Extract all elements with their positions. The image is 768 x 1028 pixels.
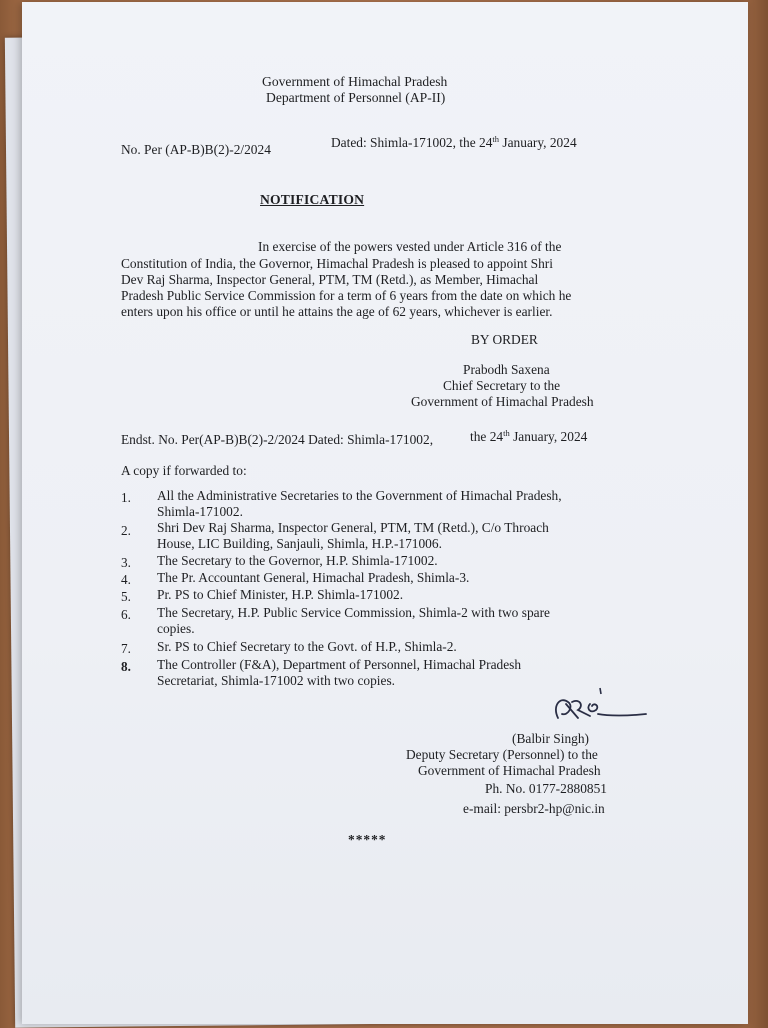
copy-item-number: 7. bbox=[121, 641, 131, 656]
copy-item-number: 1. bbox=[121, 490, 131, 505]
copy-item-number: 8. bbox=[121, 659, 131, 674]
copy-item-1-line-2: Shimla-171002. bbox=[157, 504, 243, 519]
signatory-email: e-mail: persbr2-hp@nic.in bbox=[463, 801, 605, 816]
copy-item-number: 3. bbox=[121, 555, 131, 570]
body-line-2: Constitution of India, the Governor, Himachal Pradesh is pleased to appoint Shri bbox=[121, 256, 553, 271]
copy-item-6-line-2: copies. bbox=[157, 621, 195, 636]
body-line-4: Pradesh Public Service Commission for a term of 6 years from the date on which he bbox=[121, 288, 572, 303]
copy-item-2-line-2: House, LIC Building, Sanjauli, Shimla, H.P.-171006. bbox=[157, 536, 442, 551]
body-line-3: Dev Raj Sharma, Inspector General, PTM, TM (Retd.), as Member, Himachal bbox=[121, 272, 539, 287]
signatory-phone: Ph. No. 0177-2880851 bbox=[485, 781, 608, 796]
copy-item-3: The Secretary to the Governor, H.P. Shimla-171002. bbox=[157, 553, 438, 568]
reference-date: Dated: Shimla-171002, the 24th January, 2024 bbox=[331, 134, 577, 150]
handwritten-signature bbox=[538, 684, 648, 730]
notification-title: NOTIFICATION bbox=[260, 192, 365, 207]
header-government: Government of Himachal Pradesh bbox=[262, 74, 448, 89]
endorsement-number: Endst. No. Per(AP-B)B(2)-2/2024 Dated: Shimla-171002, bbox=[121, 432, 434, 447]
order-signatory-designation: Chief Secretary to the bbox=[443, 378, 561, 393]
copy-item-2-line-1: Shri Dev Raj Sharma, Inspector General, PTM, TM (Retd.), C/o Throach bbox=[157, 520, 549, 535]
copy-item-number: 4. bbox=[121, 572, 131, 587]
body-line-1: In exercise of the powers vested under Article 316 of the bbox=[258, 239, 562, 254]
copy-item-4: The Pr. Accountant General, Himachal Pradesh, Shimla-3. bbox=[157, 570, 470, 585]
body-line-5: enters upon his office or until he attains the age of 62 years, whichever is earlier. bbox=[121, 304, 553, 319]
copy-item-number: 6. bbox=[121, 607, 131, 622]
copy-item-5: Pr. PS to Chief Minister, H.P. Shimla-171002. bbox=[157, 587, 404, 602]
header-department: Department of Personnel (AP-II) bbox=[266, 90, 446, 105]
order-signatory-government: Government of Himachal Pradesh bbox=[411, 394, 594, 409]
notification-page bbox=[22, 2, 748, 1024]
endorsement-date: the 24th January, 2024 bbox=[470, 428, 588, 444]
signatory-name: (Balbir Singh) bbox=[512, 731, 589, 746]
copy-item-8-line-1: The Controller (F&A), Department of Personnel, Himachal Pradesh bbox=[157, 657, 522, 672]
copy-item-number: 2. bbox=[121, 523, 131, 538]
copy-item-6-line-1: The Secretary, H.P. Public Service Commission, Shimla-2 with two spare bbox=[157, 605, 550, 620]
copy-item-8-line-2: Secretariat, Shimla-171002 with two copies. bbox=[157, 673, 396, 688]
copy-intro: A copy if forwarded to: bbox=[121, 463, 247, 478]
copy-item-1-line-1: All the Administrative Secretaries to the Government of Himachal Pradesh, bbox=[157, 488, 562, 503]
end-mark: ***** bbox=[348, 832, 387, 847]
order-signatory-name: Prabodh Saxena bbox=[463, 362, 550, 377]
signatory-designation: Deputy Secretary (Personnel) to the bbox=[406, 747, 598, 762]
reference-number: No. Per (AP-B)B(2)-2/2024 bbox=[121, 142, 271, 157]
signatory-government: Government of Himachal Pradesh bbox=[418, 763, 601, 778]
copy-item-number: 5. bbox=[121, 589, 131, 604]
copy-item-7: Sr. PS to Chief Secretary to the Govt. of H.P., Shimla-2. bbox=[157, 639, 457, 654]
by-order: BY ORDER bbox=[471, 332, 538, 347]
